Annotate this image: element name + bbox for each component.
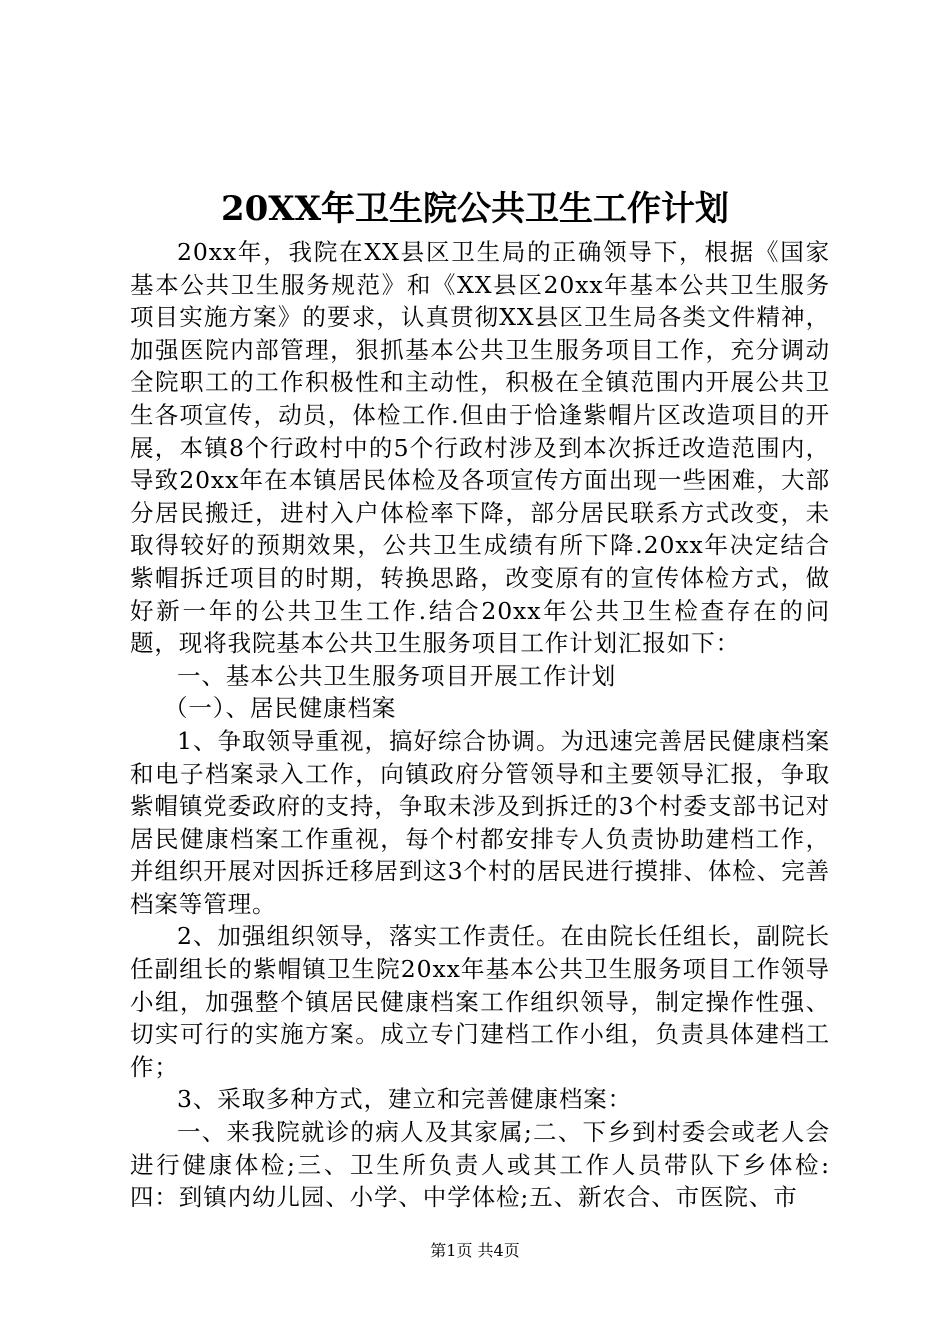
document-body (130, 236, 830, 1214)
subsection-heading-1: （一）、居民健康档案 (164, 694, 397, 723)
section-heading-1: 一、基本公共卫生服务项目开展工作计划 (177, 661, 617, 690)
paragraph-item-1: 1、争取领导重视，搞好综合协调。为迅速完善居民健康档案和电子档案录入工作，向镇政府分管领导和主要领导汇报，争取紫帽镇党委政府的支持，争取未涉及到拆迁的3个村委支部书记对居民健康档案工作重视，每个村都安排专人负责协助建档工作，并组织开展对因拆迁移居到这3个村的居民进行摸排、体检、完善档案等管理。 (130, 726, 830, 918)
paragraph-item-3: 3、采取多种方式，建立和完善健康档案： (177, 1085, 633, 1114)
paragraph-methods: 一、来我院就诊的病人及其家属;二、下乡到村委会或老人会进行健康体检;三、卫生所负责人或其工作人员带队下乡体检:四：到镇内幼儿园、小学、中学体检;五、新农合、市医院、市 (130, 1118, 830, 1212)
document-title: 20XX年卫生院公共卫生工作计划 (220, 189, 730, 229)
page-footer: 第1页 共4页 (430, 1241, 520, 1260)
paragraph-intro: 20xx年，我院在XX县区卫生局的正确领导下，根据《国家基本公共卫生服务规范》和《XX县区20xx年基本公共卫生服务项目实施方案》的要求，认真贯彻XX县区卫生局各类文件精神，加强医院内部管理，狠抓基本公共卫生服务项目工作，充分调动全院职工的工作积极性和主动性，积极在全镇范围内开展公共卫生各项宣传，动员，体检工作.但由于恰逢紫帽片区改造项目的开展，本镇8个行政村中的5个行政村涉及到本次拆迁改造范围内，导致20xx年在本镇居民体检及各项宣传方面出现一些困难，大部分居民搬迁，进村入户体检率下降，部分居民联系方式改变，未取得较好的预期效果，公共卫生成绩有所下降.20xx年决定结合紫帽拆迁项目的时期，转换思路，改变原有的宣传体检方式，做好新一年的公共卫生工作.结合20xx年公共卫生检查存在的问题，现将我院基本公共卫生服务项目工作计划汇报如下： (130, 238, 830, 658)
paragraph-item-2: 2、加强组织领导，落实工作责任。在由院长任组长，副院长任副组长的紫帽镇卫生院20xx年基本公共卫生服务项目工作领导小组，加强整个镇居民健康档案工作组织领导，制定操作性强、切实可行的实施方案。成立专门建档工作小组，负责具体建档工作； (130, 922, 830, 1081)
